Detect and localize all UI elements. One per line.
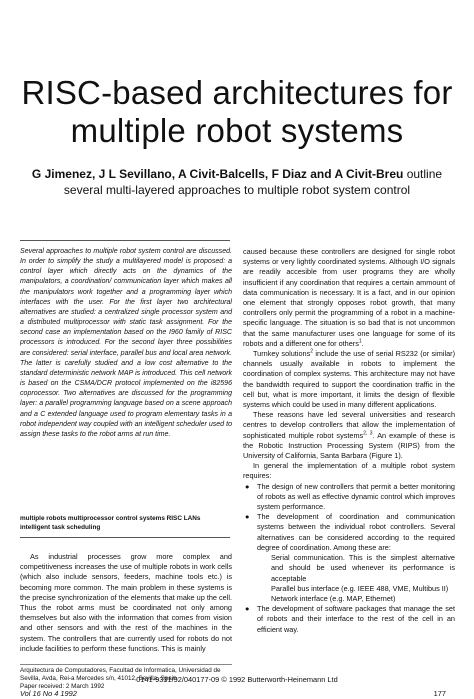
list-item: ● The development of software packages that manage the set of robots and their interface to the rest of the cell in an efficient way. bbox=[245, 604, 455, 634]
list-item: ● The design of new controllers that permit a better monitoring of robots as well as effective dynamic control which improves system performance. bbox=[245, 481, 455, 512]
left-column-body bbox=[20, 552, 232, 654]
affiliation: Arquitectura de Computadores, Facultad de Informatica, Universidad de Sevilla, Avda, Rei-a Mercedes s/n, 41012, Sevilla, Spain bbox=[20, 667, 221, 683]
bullet-icon: ● bbox=[245, 512, 250, 522]
title-line-1: RISC-based architectures for bbox=[21, 74, 453, 111]
right-paragraph-1: caused because these controllers are designed for single robot systems or very lightly coordinated systems. Although I/O signals are readily accesible from user programs they are wholly insufficient if any coordination that requires a certain ammount of data communication is necessary. It is a fact, and in our opinion one element that strongly opposes robot growth, that many controllers only permit the programming of a robot in a machine-specific language. The situation is so bad that is not uncommon that the same manufacturer uses one language for some of its robots and a different one for others$^1$. bbox=[243, 247, 455, 348]
ref-1: 1 bbox=[358, 338, 362, 345]
issn-copyright: 0141-9331/92/040177-09 © 1992 Butterworth-Heinemann Ltd bbox=[136, 675, 338, 684]
sub-item-serial: Serial communication. This is the simplest alternative and should be used whenever its performance is acceptable bbox=[271, 553, 455, 583]
right-column bbox=[243, 247, 455, 635]
right-paragraph-4: In general the implementation of a multiple robot system requires: bbox=[243, 461, 455, 481]
bullet-icon: ● bbox=[245, 481, 250, 491]
requirements-list bbox=[243, 482, 455, 635]
authors-tail: outline bbox=[406, 167, 443, 181]
abstract: Several approaches to multiple robot system control are discussed. In order to simplify the study a multilayered model is proposed: a control layer which directly acts on the dynamics of the manipulators, a coordination/ communication layer which makes all the manipulators work together and a programming layer which interfaces with the user. For the first layer two architectural alternatives are studied: a centralized single processor system and a distributed multiprocessor with static task assignment. For the second case an implementation based on the I960 family of RISC processors is introduced. For the second layer three possibilities are considered: serial interface, parallel bus and local area network. The latter is carefully studied and a low cost alternative to the standard deterministic network MAP is introduced. This cell network is based on the CSMA/DCR protocol implemented on the i82596 coprocessor. Two alternatives are discussed for the programming layer: a parallel programming language based on a scene approach and a C extended language used to program elementary tasks in a robot independent way coupled with an intelligent scheduler used to assign these tasks to the robot arms at run time. bbox=[20, 248, 232, 438]
sub-item-parallel: Parallel bus interface (e.g. IEEE 488, VME, Multibus II) bbox=[271, 583, 449, 593]
abstract-bottom-rule bbox=[20, 537, 230, 538]
right-paragraph-2: Turnkey solutions$^2$ include the use of serial RS232 (or similar) channels usually available in robots to implement the coordination of complex systems. This architecture may not have the bandwidth required to support the coordination traffic in the cell but, what is more important, it limits the design of flexible systems which could be used in many different applications. bbox=[243, 348, 455, 410]
right-paragraph-3: These reasons have led several universities and research centres to develop controllers that allow the implementation of sophisticated multiple robot systems$^{2, 3}$. An example of these is the Robotic Instruction Processing System (RIPS) from the University of California, Santa Barbara (Figure 1). bbox=[243, 410, 455, 461]
keywords: multiple robots multiprocessor control systems RISC LANs intelligent task scheduling bbox=[20, 515, 201, 531]
ref-2: 2 bbox=[310, 348, 314, 355]
bullet-icon: ● bbox=[245, 604, 250, 614]
subtitle: several multi-layered approaches to multiple robot system control bbox=[63, 183, 411, 197]
title-line-2: multiple robot systems bbox=[70, 112, 404, 149]
journal-volume: Vol 16 No 4 1992 bbox=[20, 689, 77, 698]
ref-2-3: 2, 3 bbox=[363, 430, 373, 437]
list-item: ● The development of coordination and communication systems between the individual robot controllers. Several alternatives can be considered according to the required degree of coordination. Among these are: Serial communication. This is the simplest alternative and should be used whenever its performance is acceptable Parallel bus interface (e.g. IEEE 488, VME, Multibus II) Network interface (e.g. MAP, Ethernet) bbox=[245, 512, 455, 603]
paper-received: Paper received: 2 March 1992 bbox=[20, 683, 105, 691]
sub-item-network: Network interface (e.g. MAP, Ethernet) bbox=[271, 593, 396, 603]
authors: G Jimenez, J L Sevillano, A Civit-Balcells, F Diaz and A Civit-Breu bbox=[31, 167, 404, 181]
abstract-top-rule bbox=[20, 240, 230, 241]
page-number: 177 bbox=[433, 689, 446, 698]
byline bbox=[10, 166, 464, 198]
intro-paragraph: As industrial processes grow more complex and competitiveness increases the use of multiple robots in work cells (which also include sensors, feeders, machine tools etc.) is becoming more common. The main problem in these systems is the precise synchronization of the elements that make up the cell. Thus the robot arms must be coordinated not only among themselves but also with the information that comes from vision and other sensors and with the rest of the machines in the system. The controllers that are currently used for robots do not include facilities to perform these functions. This is mainly bbox=[20, 552, 232, 653]
article-title bbox=[0, 74, 474, 150]
